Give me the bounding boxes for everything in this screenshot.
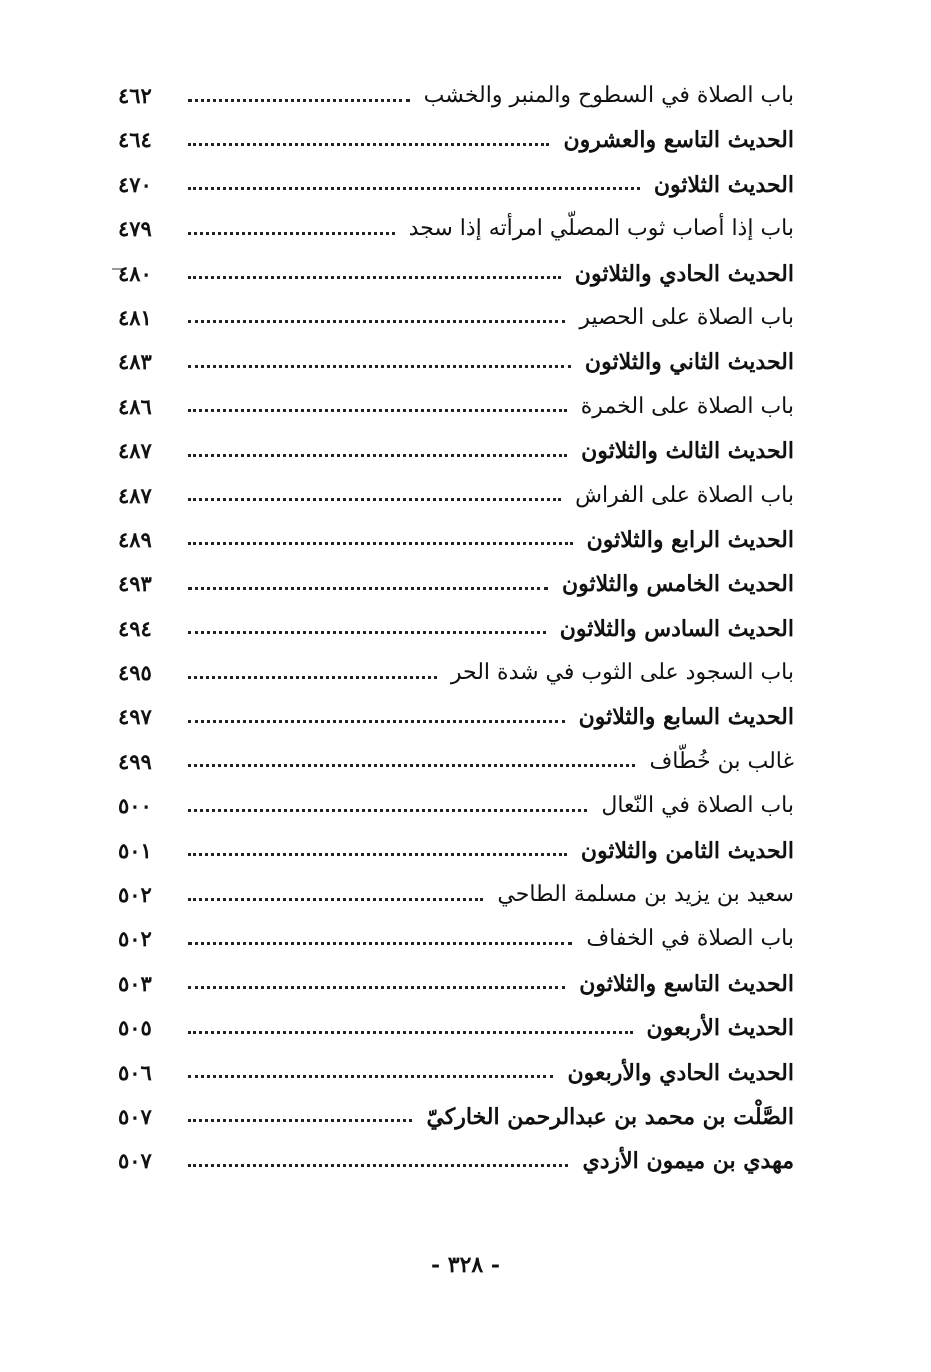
toc-entry-page: ٤٩٥ (118, 660, 152, 686)
toc-entry (118, 163, 794, 207)
toc-entry-title: باب الصلاة في الخفاف (586, 926, 794, 952)
dot-leader (188, 1031, 633, 1034)
dot-leader (188, 853, 567, 856)
toc-entry-title: سعيد بن يزيد بن مسلمة الطاحي (497, 882, 794, 908)
toc-entry-page: ٤٨٧ (118, 482, 152, 508)
toc-entry-page: ٤٨٧ (118, 438, 152, 464)
toc-entry (118, 74, 794, 118)
toc-entry-title: الحديث الأربعون (646, 1015, 794, 1042)
dot-leader (188, 898, 483, 901)
table-of-contents (118, 74, 794, 1184)
toc-entry-page: ٥٠٥ (118, 1015, 152, 1041)
toc-entry-page: ٥٠٧ (118, 1103, 152, 1129)
toc-entry-title: الصَّلْت بن محمد بن عبدالرحمن الخاركيّ (426, 1103, 794, 1130)
dot-leader (188, 1164, 568, 1167)
toc-entry-page: ٤٨٦ (118, 393, 152, 419)
dot-leader (188, 542, 573, 545)
toc-entry-title: الحديث الرابع والثلاثون (586, 526, 794, 553)
toc-entry (118, 784, 794, 828)
toc-entry (118, 651, 794, 695)
dot-leader (188, 1119, 412, 1122)
toc-entry-page: ٥٠٦ (118, 1059, 152, 1085)
toc-entry (118, 429, 794, 473)
toc-entry (118, 607, 794, 651)
toc-entry-title: باب الصلاة في السطوح والمنبر والخشب (423, 83, 794, 108)
dot-leader (188, 276, 561, 279)
dot-leader (188, 942, 572, 945)
dot-leader (188, 986, 565, 989)
toc-entry-title: باب الصلاة على الخمرة (580, 393, 794, 419)
toc-entry (118, 917, 794, 961)
toc-entry-title: الحديث الثالث والثلاثون (581, 438, 794, 465)
toc-entry-page: ٥٠٠ (118, 793, 152, 819)
toc-entry-title: الحديث الثامن والثلاثون (580, 837, 794, 864)
toc-entry-page: ٤٩٣ (118, 571, 152, 597)
toc-entry (118, 562, 794, 606)
toc-entry (118, 695, 794, 739)
toc-entry (118, 340, 794, 384)
dot-leader (188, 720, 565, 723)
toc-entry-title: الحديث السابع والثلاثون (578, 704, 794, 731)
dot-leader (188, 365, 571, 368)
toc-entry-page: ٤٩٩ (118, 748, 152, 774)
dot-leader (188, 232, 395, 235)
toc-entry (118, 1095, 794, 1139)
toc-entry-page: ٥٠٢ (118, 926, 152, 952)
toc-entry (118, 118, 794, 162)
dot-leader (188, 1075, 553, 1078)
toc-entry-title: باب السجود على الثوب في شدة الحر (450, 660, 794, 686)
toc-entry-page: ٤٦٤ (118, 127, 152, 153)
toc-entry (118, 1006, 794, 1050)
dot-leader (188, 454, 567, 457)
toc-entry (118, 873, 794, 917)
toc-entry-title: باب الصلاة في النّعال (601, 793, 794, 819)
dot-leader (188, 498, 561, 501)
dot-leader (188, 764, 635, 767)
toc-entry (118, 296, 794, 340)
dot-leader (188, 143, 549, 146)
dot-leader (188, 320, 565, 323)
toc-entry (118, 829, 794, 873)
toc-entry-page: ٤٨٩ (118, 526, 152, 552)
toc-entry-title: مهدي بن ميمون الأزدي (582, 1148, 794, 1175)
toc-entry-page: ٤٨١ (118, 304, 152, 330)
dot-leader (188, 99, 410, 102)
toc-entry-page: ٤٦٢ (118, 83, 152, 108)
toc-entry-page: ٤٧٠ (118, 171, 152, 197)
toc-entry (118, 474, 794, 518)
toc-entry-page: ٥٠٣ (118, 970, 152, 996)
toc-entry-page: ٥٠٧ (118, 1148, 152, 1174)
toc-entry-title: باب إذا أصاب ثوب المصلّي امرأته إذا سجد (408, 216, 794, 242)
toc-entry-title: الحديث الخامس والثلاثون (561, 571, 794, 598)
dot-leader (188, 409, 567, 412)
toc-entry (118, 385, 794, 429)
toc-entry-title: الحديث التاسع والعشرون (563, 127, 794, 154)
toc-entry-page: ٥٠٢ (118, 882, 152, 908)
toc-entry-page: ٤٨٠ (118, 260, 152, 286)
toc-entry-title: الحديث السادس والثلاثون (559, 615, 794, 642)
toc-entry-title: الحديث الحادي والأربعون (567, 1059, 794, 1086)
toc-entry-page: ٤٩٧ (118, 704, 152, 730)
dot-leader (188, 631, 546, 634)
dot-leader (188, 809, 587, 812)
toc-entry (118, 1139, 794, 1183)
toc-entry (118, 207, 794, 251)
toc-entry-page: ٤٧٩ (118, 216, 152, 242)
dot-leader (188, 676, 437, 679)
toc-entry-title: باب الصلاة على الحصير (579, 304, 794, 330)
toc-entry-title: الحديث الحادي والثلاثون (574, 260, 794, 287)
toc-entry-title: الحديث الثلاثون (653, 171, 794, 198)
toc-entry (118, 962, 794, 1006)
toc-entry-title: باب الصلاة على الفراش (575, 482, 794, 508)
dot-leader (188, 187, 640, 190)
toc-entry (118, 252, 794, 296)
toc-entry-page: ٥٠١ (118, 837, 152, 863)
toc-entry (118, 740, 794, 784)
dot-leader (188, 587, 548, 590)
toc-entry-title: غالب بن خُطّاف (649, 748, 794, 774)
toc-entry (118, 518, 794, 562)
toc-entry-page: ٤٩٤ (118, 615, 152, 641)
page-number: - ٣٢٨ - (430, 1252, 501, 1278)
toc-entry-page: ٤٨٣ (118, 349, 152, 375)
toc-entry-title: الحديث الثاني والثلاثون (584, 349, 794, 376)
toc-entry-title: الحديث التاسع والثلاثون (579, 970, 794, 997)
toc-entry (118, 1051, 794, 1095)
